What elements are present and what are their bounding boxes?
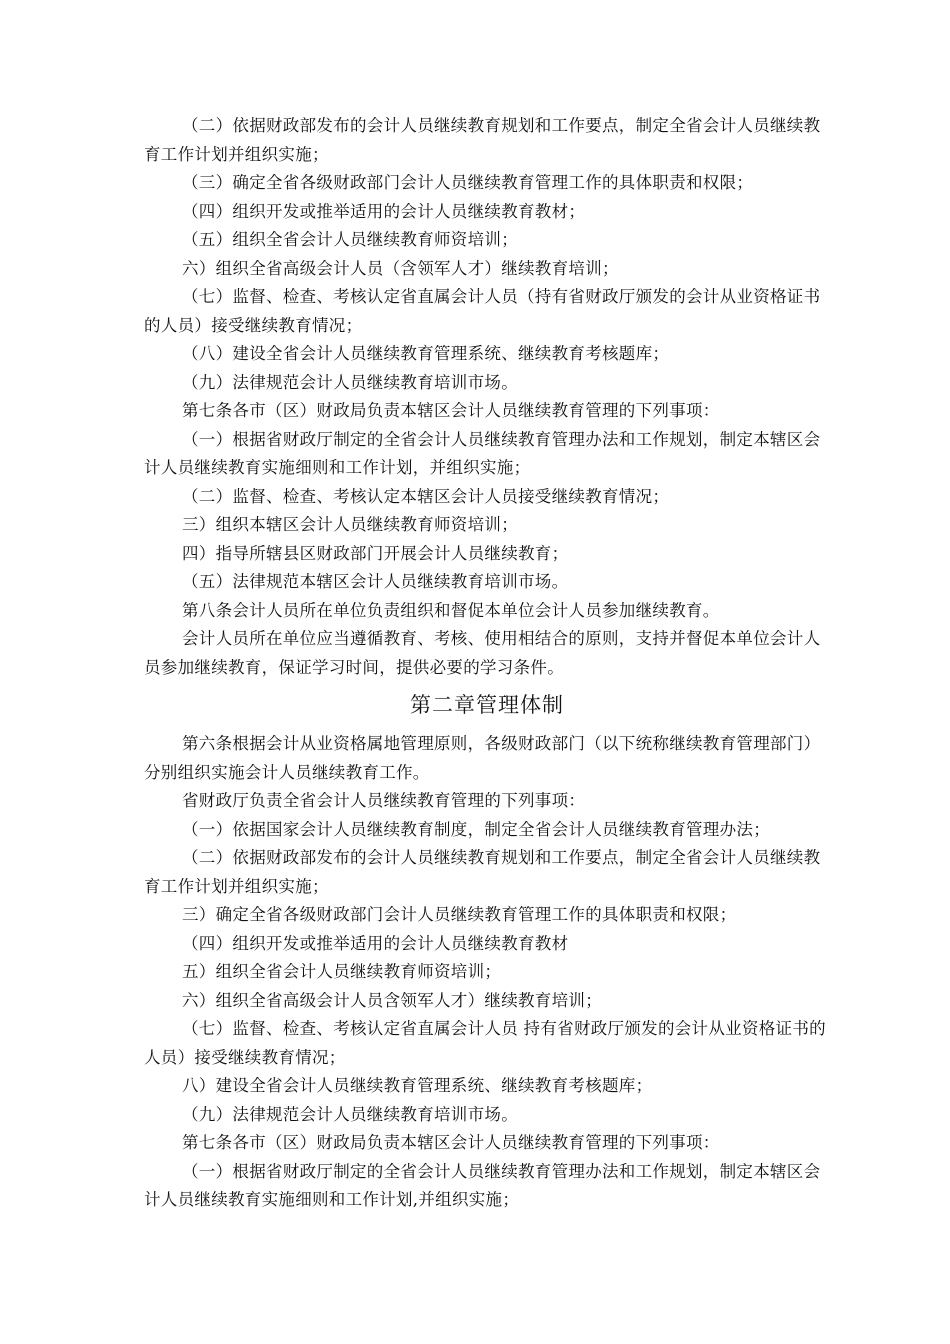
paragraph: 八）建设全省会计人员继续教育管理系统、继续教育考核题库； bbox=[182, 1076, 653, 1095]
document-body bbox=[144, 112, 830, 1215]
paragraph: （二）依据财政部发布的会计人员继续教育规划和工作要点，制定全省会计人员继续教育工作计划并组织实施； bbox=[144, 116, 821, 164]
paragraph: 四）指导所辖县区财政部门开展会计人员继续教育； bbox=[182, 543, 569, 563]
paragraph: （五）组织全省会计人员继续教育师资培训； bbox=[182, 230, 518, 249]
paragraph: （一）根据省财政厅制定的全省会计人员继续教育管理办法和工作规划，制定本辖区会计人员继续教育实施细则和工作计划，并组织实施； bbox=[144, 429, 821, 477]
section-two bbox=[144, 730, 830, 1215]
paragraph: 六）组织全省高级会计人员含领军人才）继续教育培训； bbox=[182, 990, 602, 1010]
paragraph: （七）监督、检查、考核认定省直属会计人员（持有省财政厅颁发的会计从业资格证书的人员）接受继续教育情况； bbox=[144, 287, 821, 335]
paragraph: 三）确定全省各级财政部门会计人员继续教育管理工作的具体职责和权限； bbox=[182, 905, 737, 924]
paragraph: （二）监督、检查、考核认定本辖区会计人员接受继续教育情况； bbox=[182, 486, 670, 506]
paragraph: （八）建设全省会计人员继续教育管理系统、继续教育考核题库； bbox=[182, 344, 670, 363]
paragraph: （二）依据财政部发布的会计人员继续教育规划和工作要点，制定全省会计人员继续教育工作计划并组织实施； bbox=[144, 848, 821, 896]
paragraph: 第六条根据会计从业资格属地管理原则，各级财政部门（以下统称继续教育管理部门）分别组织实施会计人员继续教育工作。 bbox=[144, 734, 821, 782]
section-one bbox=[144, 112, 830, 682]
paragraph: 第七条各市（区）财政局负责本辖区会计人员继续教育管理的下列事项： bbox=[182, 401, 720, 420]
paragraph: 省财政厅负责全省会计人员继续教育管理的下列事项： bbox=[182, 791, 586, 810]
paragraph: （四）组织开发或推举适用的会计人员继续教育教材； bbox=[182, 201, 586, 221]
chapter-heading: 第二章管理体制 bbox=[410, 693, 564, 717]
paragraph: （九）法律规范会计人员继续教育培训市场。 bbox=[182, 372, 518, 392]
paragraph: 六）组织全省高级会计人员（含领军人才）继续教育培训； bbox=[182, 258, 619, 278]
paragraph: （三）确定全省各级财政部门会计人员继续教育管理工作的具体职责和权限； bbox=[182, 173, 754, 192]
paragraph: 会计人员所在单位应当遵循教育、考核、使用相结合的原则，支持并督促本单位会计人员参加继续教育，保证学习时间，提供必要的学习条件。 bbox=[144, 629, 821, 677]
paragraph: 三）组织本辖区会计人员继续教育师资培训； bbox=[182, 515, 518, 534]
paragraph: 五）组织全省会计人员继续教育师资培训； bbox=[182, 962, 502, 981]
paragraph: （七）监督、检查、考核认定省直属会计人员 持有省财政厅颁发的会计从业资格证书的人员）接受继续教育情况； bbox=[144, 1019, 826, 1067]
paragraph: （一）根据省财政厅制定的全省会计人员继续教育管理办法和工作规划，制定本辖区会计人员继续教育实施细则和工作计划,并组织实施； bbox=[144, 1161, 821, 1209]
paragraph: （五）法律规范本辖区会计人员继续教育培训市场。 bbox=[182, 572, 569, 591]
paragraph: （一）依据国家会计人员继续教育制度，制定全省会计人员继续教育管理办法； bbox=[182, 819, 770, 839]
paragraph: 第七条各市（区）财政局负责本辖区会计人员继续教育管理的下列事项： bbox=[182, 1133, 720, 1152]
paragraph: （九）法律规范会计人员继续教育培训市场。 bbox=[182, 1104, 518, 1124]
paragraph: 第八条会计人员所在单位负责组织和督促本单位会计人员参加继续教育。 bbox=[182, 600, 720, 620]
paragraph: （四）组织开发或推举适用的会计人员继续教育教材 bbox=[182, 933, 569, 953]
